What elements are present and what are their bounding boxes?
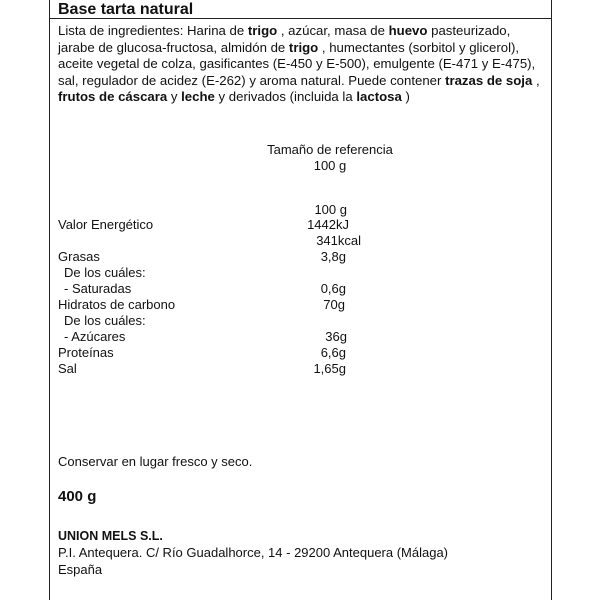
salt-value: 1,65g xyxy=(313,361,346,376)
energy-kcal-value: 341kcal xyxy=(316,233,361,248)
ingredient-allergen: trigo xyxy=(288,39,319,55)
storage-instructions: Conservar en lugar fresco y seco. xyxy=(58,454,253,469)
net-weight: 400 g xyxy=(58,488,97,505)
label-frame xyxy=(49,0,552,600)
sugars-label: - Azúcares xyxy=(64,329,126,344)
nutrition-column-header: 100 g xyxy=(314,202,347,217)
ingredient-allergen: trazas de soja xyxy=(445,72,533,88)
sugars-value: 36g xyxy=(325,329,347,344)
fat-value: 3,8g xyxy=(320,249,346,264)
company-address: P.I. Antequera. C/ Río Guadalhorce, 14 - 29200 Antequera (Málaga) xyxy=(58,545,449,560)
carbs-of-which-label: De los cuáles: xyxy=(64,313,146,328)
ingredient-text: , azúcar, masa de xyxy=(277,23,389,38)
reference-size-label: Tamaño de referencia xyxy=(267,142,393,157)
energy-label: Valor Energético xyxy=(58,217,154,232)
protein-value: 6,6g xyxy=(320,345,346,360)
ingredient-allergen: huevo xyxy=(388,23,428,38)
carbs-value: 70g xyxy=(323,297,345,312)
salt-label: Sal xyxy=(58,361,77,376)
ingredient-text: y xyxy=(167,89,182,104)
company-country: España xyxy=(58,562,103,577)
protein-label: Proteínas xyxy=(58,345,114,360)
fat-label: Grasas xyxy=(58,249,100,264)
carbs-label: Hidratos de carbono xyxy=(58,297,176,312)
ingredient-allergen: trigo xyxy=(247,23,278,38)
product-title: Base tarta natural xyxy=(58,1,194,18)
ingredient-allergen: frutos de cáscara xyxy=(58,89,168,104)
company-name: UNION MELS S.L. xyxy=(58,529,163,543)
ingredient-text: pasteurizado, jarabe de glucosa-fructosa, almidón de xyxy=(58,23,511,55)
title-row xyxy=(50,0,551,19)
reference-size-amount: 100 g xyxy=(313,158,347,173)
energy-kj-value: 1442kJ xyxy=(307,217,349,232)
fat-of-which-label: De los cuáles: xyxy=(64,265,146,280)
ingredient-text: , humectantes (sorbitol y glicerol), aceite vegetal de colza, gasificantes (E-450 y E-500), emulgente (E-471 y E-475), sal, regulador de acidez (E-262) y aroma natural. Puede contener xyxy=(58,39,536,88)
ingredient-text: , xyxy=(532,72,540,88)
ingredient-text: Lista de ingredientes: Harina de xyxy=(58,23,248,38)
saturated-label: - Saturadas xyxy=(64,281,132,296)
ingredient-allergen: leche xyxy=(181,89,215,104)
saturated-value: 0,6g xyxy=(320,281,346,296)
ingredient-text: ) xyxy=(401,89,410,104)
ingredients-list xyxy=(58,23,544,106)
ingredient-text: y derivados (incluida la xyxy=(214,89,357,104)
ingredient-allergen: lactosa xyxy=(356,89,402,104)
